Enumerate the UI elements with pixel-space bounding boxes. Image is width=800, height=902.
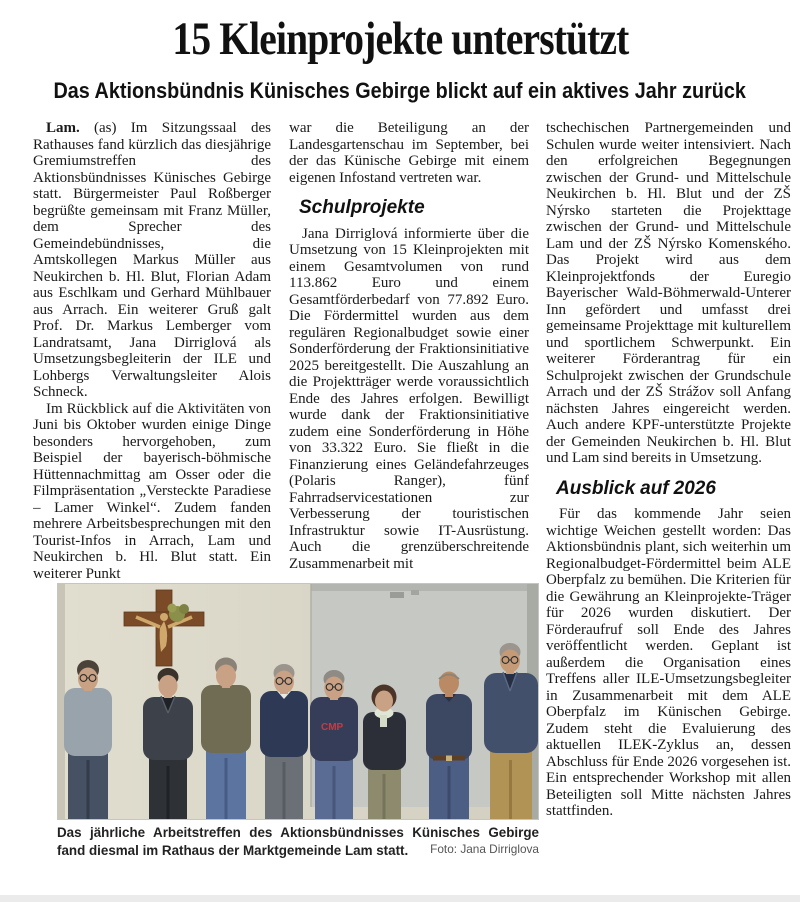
page-bottom-edge <box>0 895 800 902</box>
photo-credit: Foto: Jana Dirriglova <box>424 841 539 859</box>
article-title: 15 Kleinprojekte unterstützt <box>171 13 629 65</box>
section-heading-ausblick: Ausblick auf 2026 <box>556 477 716 499</box>
article-header <box>0 12 800 66</box>
article-column-1 <box>33 120 271 582</box>
article-subtitle: Das Aktionsbündnis Künisches Gebirge blickt auf ein aktives Jahr zurück <box>53 78 747 103</box>
photo-caption-text: Das jährliche Arbeitstreffen des Aktionsbündnisses Künisches Gebirge fand diesmal im Rathaus der Marktgemeinde Lam statt. <box>57 825 539 858</box>
group-photo-illustration <box>58 584 538 819</box>
article-paragraph: Jana Dirriglová informierte über die Umsetzung von 15 Kleinprojekten mit einem Gesamtvolumen von rund 113.862 Euro und einem Gesamtförderbedarf von 77.892 Euro. Die Fördermittel wurden aus dem regulären Regionalbudget sowie einer Sonderförderung der Fraktionsinitiative 2025 bereitgestellt. Die Auszahlung an die Projektträger werde voraussichtlich Ende des Jahres erfolgen. Bewilligt wurde dank der Fraktionsinitiative zudem eine Sonderförderung in Höhe von 33.322 Euro. Sie fließt in die Finanzierung eines Geländefahrzeuges (Polaris Ranger), fünf Fahrradservicestationen zur Verbesserung der touristischen Infrastruktur sowie IT-Ausrüstung. Auch die grenzüberschreitende Zusammenarbeit mit <box>289 225 529 572</box>
projector-mount <box>390 592 404 598</box>
section-heading-schulprojekte: Schulprojekte <box>299 197 425 218</box>
photo-caption <box>57 824 539 859</box>
article-column-2 <box>289 120 529 582</box>
shirt-logo-text: CMP <box>321 722 344 733</box>
article-subheader <box>0 78 800 104</box>
group-photo <box>57 583 539 820</box>
article-column-3 <box>546 120 791 868</box>
article-paragraph: war die Beteiligung an der Landesgartenschau im September, bei der das Künische Gebirge mit einem eigenen Infostand vertreten war. <box>289 120 529 186</box>
article-paragraph <box>33 120 271 401</box>
article-paragraph: tschechischen Partnergemeinden und Schulen wurde weiter intensiviert. Nach den erfolgreichen Begegnungen zwischen der Grund- und Mittelschule Neukirchen b. Hl. Blut und der ZŠ Nýrsko starteten die Projekttage zwischen der Grund- und Mittelschule Lam und der ZŠ Nýrsko Komenského. Das Projekt wird aus dem Kleinprojektfonds der Euregio Bayerischer Wald-Böhmerwald-Unterer Inn gefördert und umfasst drei gemeinsame Projekttage mit kulturellem und sportlichem Schwerpunkt. Ein weiterer Förderantrag für ein Schulprojekt zwischen der Grundschule Arrach und der ZŠ Strážov soll Anfang nächsten Jahres eingereicht werden. Auch andere KPF-unterstützte Projekte der Gemeinden Neukirchen b. Hl. Blut und Lam sind bereits in Umsetzung. <box>546 120 791 466</box>
dateline: Lam. <box>46 120 80 136</box>
article-paragraph: Für das kommende Jahr seien wichtige Weichen gestellt worden: Das Aktionsbündnis plant, sich weiterhin um Regionalbudget-Fördermittel beim ALE Oberpfalz zu bemühen. Die Kriterien für die Gewährung an Kleinprojekte-Träger für 2026 wurden diskutiert. Der Förderaufruf soll Ende des Jahres veröffentlicht werden. Geplant ist außerdem die Organisation eines Treffens aller ILE-Umsetzungsbegleiter in Zusammenarbeit mit dem ALE Oberpfalz im Künischen Gebirge. Zudem steht die Evaluierung des aktuellen ILEK-Zyklus an, dessen Abschluss für Ende 2026 vorgesehen ist. Ein entsprechender Workshop mit allen Beteiligten soll Mitte nächsten Jahres stattfinden. <box>546 506 791 819</box>
article-paragraph: Im Rückblick auf die Aktivitäten von Juni bis Oktober wurden einige Dinge besonders hervorgehoben, zum Beispiel der bayerisch-böhmische Hüttennachmittag am Osser oder die Filmpräsentation „Versteckte Paradiese – Lamer Winkel“. Zudem fanden mehrere Arbeitsbesprechungen mit den Tourist-Infos in Arrach, Lam und Neukirchen b. Hl. Blut statt. Ein weiterer Punkt <box>33 400 271 582</box>
paragraph-text: (as) Im Sitzungssaal des Rathauses fand kürzlich das diesjährige Gremiumstreffen des Aktionsbündnisses Künisches Gebirge statt. Bürgermeister Paul Roßberger begrüßte gemeinsam mit Franz Müller, dem Sprecher des Gemeindebündnisses, die Amtskollegen Markus Müller aus Neukirchen b. Hl. Blut, Florian Adam aus Eschlkam und Gerhard Mühlbauer aus Arrach. Ein weiterer Gruß galt Prof. Dr. Markus Lemberger vom Landratsamt, Jana Dirriglová als Umsetzungsbegleiterin der ILE und Lohbergs Verwaltungsleiter Alois Schneck. <box>33 120 271 400</box>
